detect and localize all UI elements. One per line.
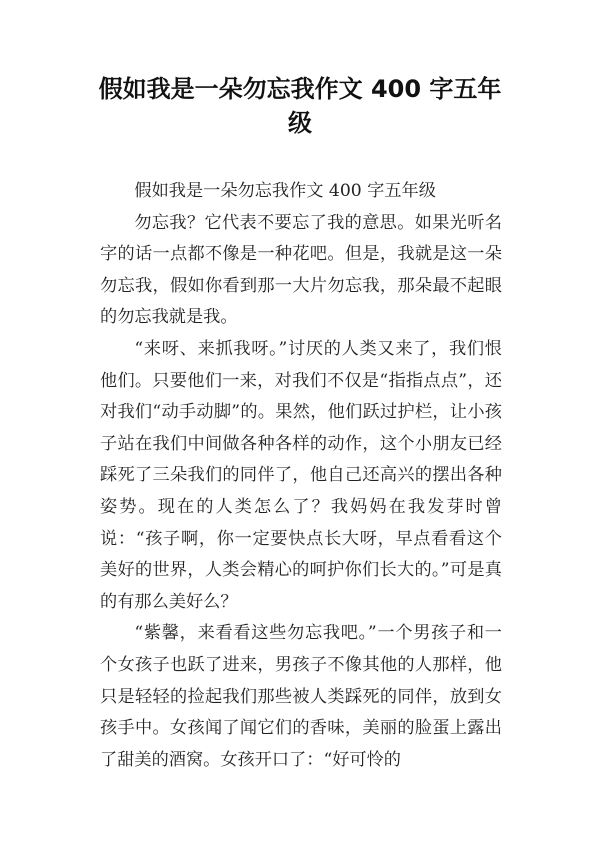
document-title: 假如我是一朵勿忘我作文 400 字五年级 <box>98 75 502 137</box>
document-body <box>100 176 502 776</box>
paragraph-subtitle: 假如我是一朵勿忘我作文 400 字五年级 <box>134 181 436 201</box>
paragraph-boy-girl: “紫馨，来看看这些勿忘我吧。”一个男孩子和一个女孩子也跃了进来，男孩子不像其他的人那样，他只是轻轻的捡起我们那些被人类踩死的同伴，放到女孩手中。女孩闻了闻它们的香味，美丽的脸蛋上露出了甜美的酒窝。女孩开口了：“好可怜的 <box>100 623 502 770</box>
paragraph-humans: “来呀、来抓我呀。”讨厌的人类又来了，我们恨他们。只要他们一来，对我们不仅是“指指点点”，还对我们“动手动脚”的。果然，他们跃过护栏，让小孩子站在我们中间做各种各样的动作，这个小朋友已经踩死了三朵我们的同伴了，他自己还高兴的摆出各种姿势。现在的人类怎么了？我妈妈在我发芽时曾说：“孩子啊，你一定要快点长大呀，早点看看这个美好的世界，人类会精心的呵护你们长大的。”可是真的有那么美好么？ <box>100 338 502 612</box>
paragraph-intro: 勿忘我？它代表不要忘了我的意思。如果光听名字的话一点都不像是一种花吧。但是，我就是这一朵勿忘我，假如你看到那一大片勿忘我，那朵最不起眼的勿忘我就是我。 <box>100 212 502 328</box>
